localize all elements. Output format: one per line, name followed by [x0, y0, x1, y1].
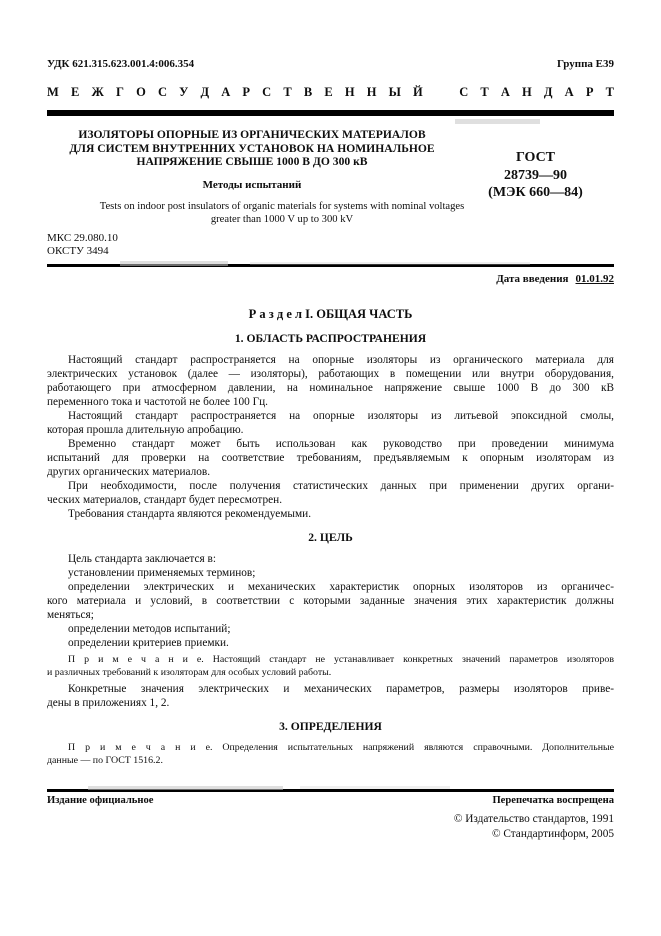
paragraph — [47, 479, 614, 507]
part-heading: Р а з д е л I. ОБЩАЯ ЧАСТЬ — [248, 307, 413, 322]
text-line: П р и м е ч а н и е. Определения испытательных напряжений являются справочными. Дополнительные — [68, 742, 614, 754]
introduction-date — [47, 273, 614, 285]
copyright-line: © Стандартинформ, 2005 — [491, 827, 614, 840]
section-heading: 3. ОПРЕДЕЛЕНИЯ — [279, 720, 382, 734]
document-subtitle: Методы испытаний — [202, 178, 302, 191]
text-line: Цель стандарта заключается в: — [68, 553, 217, 566]
text-line: Настоящий стандарт распространяется на опорные изоляторы из литьевой эпоксидной смолы, — [68, 410, 614, 423]
okstu-code: ОКСТУ 3494 — [47, 244, 109, 257]
text-line: электрических установок (далее — изоляторы), работающих в помещении или внутри оборудования, — [47, 368, 614, 381]
text-line: определении методов испытаний; — [68, 623, 231, 636]
scan-artifact — [88, 786, 283, 790]
designation-line: (МЭК 660—84) — [488, 185, 583, 200]
group-code: Группа Е39 — [556, 58, 614, 70]
text-line: установлении применяемых терминов; — [68, 567, 256, 580]
footer-row — [47, 795, 614, 806]
official-edition-label: Издание официальное — [47, 795, 154, 806]
paragraph — [47, 353, 614, 409]
classification-row — [47, 58, 614, 70]
text-line: работающего при атмосферном давлении, на номинальное напряжение свыше 1000 В до 300 кВ — [47, 382, 614, 395]
english-title-line: greater than 1000 V up to 300 kV — [210, 213, 354, 225]
standard-kind-heading: М Е Ж Г О С У Д А Р С Т В Е Н Н Ы Й С Т А Н Д А Р Т — [47, 85, 614, 99]
paragraph — [47, 507, 614, 521]
designation-line: ГОСТ — [515, 150, 556, 165]
text-line: определении критериев приемки. — [68, 637, 229, 650]
text-line: П р и м е ч а н и е. Настоящий стандарт не устанавливает конкретных значений параметров изоляторов — [68, 654, 614, 666]
code-block — [47, 232, 614, 258]
document-sections — [47, 332, 614, 767]
paragraph — [47, 622, 614, 636]
section — [47, 332, 614, 521]
section-heading: 1. ОБЛАСТЬ РАСПРОСТРАНЕНИЯ — [234, 332, 427, 346]
text-line: дены в приложениях 1, 2. — [47, 697, 170, 710]
paragraph — [47, 437, 614, 479]
scan-artifact — [250, 262, 530, 265]
paragraph — [47, 552, 614, 566]
text-line: испытаний для проверки на соответствие требованиям, предъявляемым к опорным изоляторам из — [47, 452, 614, 465]
text-line: Требования стандарта являются рекомендуемыми. — [68, 508, 312, 521]
title-line: НАПРЯЖЕНИЕ СВЫШЕ 1000 В ДО 300 кВ — [136, 155, 368, 169]
text-line: кого материала и условий, в соответствии с которыми заданные значения этих характеристик должны — [47, 595, 614, 608]
title-line: ДЛЯ СИСТЕМ ВНУТРЕННИХ УСТАНОВОК НА НОМИНАЛЬНОЕ — [69, 141, 435, 155]
text-line: других органических материалов. — [47, 466, 211, 479]
paragraph — [47, 409, 614, 437]
date-value: 01.01.92 — [575, 273, 614, 286]
text-line: Настоящий стандарт распространяется на опорные изоляторы из органического материала для — [68, 354, 614, 367]
text-line: Временно стандарт может быть использован как руководство при проведении минимума — [68, 438, 614, 451]
date-label: Дата введения — [496, 273, 569, 286]
text-line: данные — по ГОСТ 1516.2. — [47, 755, 163, 767]
reprint-forbidden-label: Перепечатка воспрещена — [492, 795, 614, 806]
scan-artifact — [120, 261, 228, 266]
copyright-line: © Издательство стандартов, 1991 — [453, 813, 614, 825]
text-line: меняться; — [47, 609, 94, 622]
text-line: переменного тока и частотой не более 100 Гц. — [47, 396, 269, 409]
section — [47, 531, 614, 710]
paragraph — [47, 580, 614, 622]
paragraph — [47, 682, 614, 710]
text-line: определении электрических и механических характеристик опорных изоляторов из органичес- — [68, 581, 614, 594]
designation-line: 28739—90 — [504, 167, 567, 183]
scan-artifact — [455, 119, 540, 124]
text-line: которая прошла длительную апробацию. — [47, 424, 244, 437]
copyright-block — [47, 812, 614, 841]
udk-code: УДК 621.315.623.001.4:006.354 — [47, 58, 195, 70]
standard-designation — [457, 128, 614, 226]
scan-artifact — [300, 786, 450, 789]
heading-rule-thick — [47, 110, 614, 116]
text-line: Конкретные значения электрических и механических параметров, размеры изоляторов приве- — [68, 683, 614, 696]
note-paragraph — [47, 741, 614, 767]
title-block — [47, 128, 614, 226]
paragraph — [47, 636, 614, 650]
text-line: При необходимости, после получения статистических данных при применении других органи- — [68, 480, 614, 493]
english-title — [47, 200, 517, 226]
section — [47, 720, 614, 767]
note-paragraph — [47, 653, 614, 679]
document-title — [47, 128, 457, 169]
english-title-line: Tests on indoor post insulators of organic materials for systems with nominal voltages — [99, 200, 465, 212]
section-heading: 2. ЦЕЛЬ — [308, 531, 353, 545]
text-line: ческих материалов, стандарт будет пересмотрен. — [47, 494, 283, 507]
paragraph — [47, 566, 614, 580]
mks-code: МКС 29.080.10 — [47, 231, 118, 244]
text-line: и различных требований к изоляторам для особых условий работы. — [47, 667, 332, 679]
title-line: ИЗОЛЯТОРЫ ОПОРНЫЕ ИЗ ОРГАНИЧЕСКИХ МАТЕРИАЛОВ — [78, 128, 426, 141]
